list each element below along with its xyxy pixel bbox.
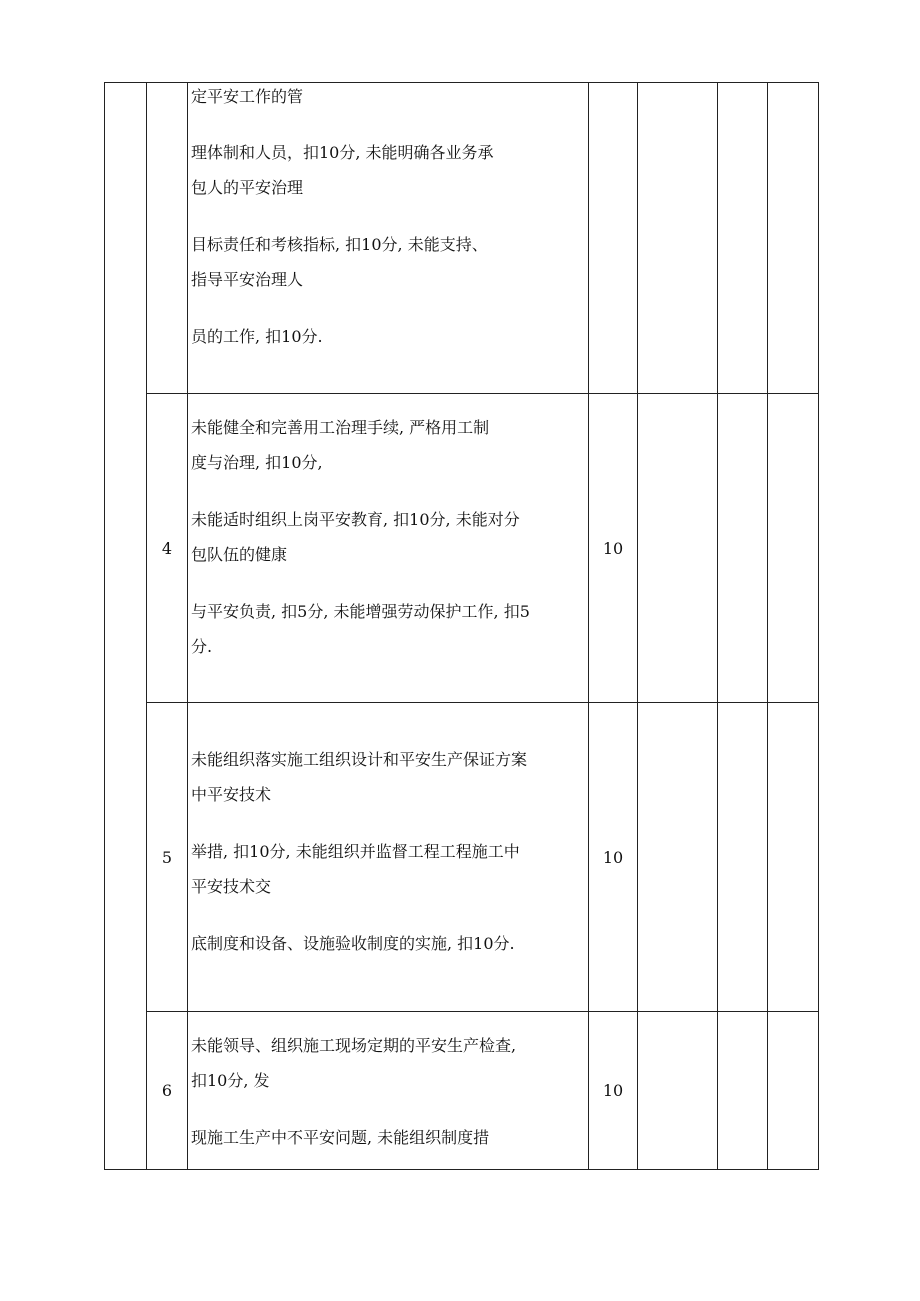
criteria-cell xyxy=(188,1012,589,1170)
table-row xyxy=(105,703,819,1012)
empty-cell xyxy=(768,83,819,394)
empty-cell xyxy=(718,1012,768,1170)
criteria-line: 目标责任和考核指标, 扣10分, 未能支持、 xyxy=(191,235,488,254)
empty-cell xyxy=(768,1012,819,1170)
criteria-line: 未能组织落实施工组织设计和平安生产保证方案 xyxy=(191,750,528,769)
table-row xyxy=(105,83,819,394)
score-cell: 10 xyxy=(589,394,638,703)
criteria-line: 举措, 扣10分, 未能组织并监督工程工程施工中 xyxy=(191,842,520,861)
criteria-line: 未能领导、组织施工现场定期的平安生产检查, xyxy=(191,1036,517,1055)
criteria-line: 底制度和设备、设施验收制度的实施, 扣10分. xyxy=(191,934,515,953)
criteria-cell xyxy=(188,394,589,703)
table-row xyxy=(105,394,819,703)
item-number-cell xyxy=(147,83,188,394)
empty-cell xyxy=(718,83,768,394)
empty-cell xyxy=(638,703,718,1012)
criteria-line: 与平安负责, 扣5分, 未能增强劳动保护工作, 扣5 xyxy=(191,602,530,621)
criteria-line: 员的工作, 扣10分. xyxy=(191,327,323,346)
table-row xyxy=(105,1012,819,1170)
empty-cell xyxy=(768,703,819,1012)
criteria-cell xyxy=(188,83,589,394)
criteria-line: 未能健全和完善用工治理手续, 严格用工制 xyxy=(191,418,490,437)
criteria-line: 指导平安治理人 xyxy=(191,270,304,289)
criteria-line: 包人的平安治理 xyxy=(191,178,304,197)
criteria-cell xyxy=(188,703,589,1012)
criteria-line: 扣10分, 发 xyxy=(191,1071,270,1090)
criteria-line: 包队伍的健康 xyxy=(191,545,288,564)
criteria-line: 平安技术交 xyxy=(191,877,272,896)
criteria-line: 理体制和人员，扣10分, 未能明确各业务承 xyxy=(191,143,494,162)
item-number-cell: 4 xyxy=(147,394,188,703)
score-cell xyxy=(589,83,638,394)
empty-cell xyxy=(768,394,819,703)
criteria-line: 未能适时组织上岗平安教育, 扣10分, 未能对分 xyxy=(191,510,520,529)
criteria-line: 现施工生产中不平安问题, 未能组织制度措 xyxy=(191,1128,490,1147)
score-cell: 10 xyxy=(589,703,638,1012)
criteria-line: 定平安工作的管 xyxy=(191,87,304,106)
category-cell xyxy=(105,83,147,1170)
empty-cell xyxy=(718,703,768,1012)
criteria-line: 中平安技术 xyxy=(191,785,272,804)
item-number-cell: 5 xyxy=(147,703,188,1012)
empty-cell xyxy=(638,394,718,703)
score-cell: 10 xyxy=(589,1012,638,1170)
criteria-line: 度与治理, 扣10分, xyxy=(191,453,323,472)
empty-cell xyxy=(638,1012,718,1170)
empty-cell xyxy=(718,394,768,703)
criteria-line: 分. xyxy=(191,637,213,656)
empty-cell xyxy=(638,83,718,394)
item-number-cell: 6 xyxy=(147,1012,188,1170)
scoring-table xyxy=(104,82,819,1170)
